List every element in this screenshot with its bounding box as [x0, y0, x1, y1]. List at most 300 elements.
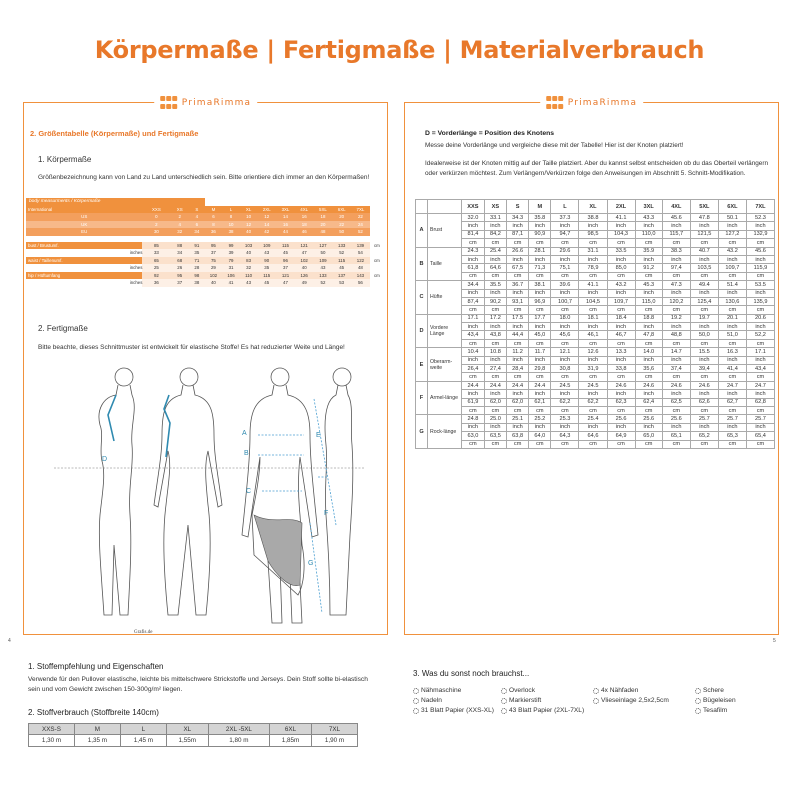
- unit-label: cm: [746, 440, 774, 448]
- unit-label: inch: [507, 255, 529, 263]
- consumption-size: XL: [166, 724, 208, 735]
- measure-cell: 28: [189, 264, 205, 272]
- inch-value: 12.6: [579, 348, 607, 356]
- country-cell: 6: [205, 213, 223, 221]
- inch-value: 45.3: [635, 281, 662, 289]
- category-letter: E: [416, 348, 428, 382]
- unit-label: inch: [462, 356, 485, 364]
- measure-row-cm: [26, 272, 384, 280]
- measure-cell: 32: [240, 264, 258, 272]
- gear-icon: [413, 698, 419, 704]
- size-header: S: [507, 200, 529, 214]
- measure-row-cm: [26, 257, 384, 265]
- unit-label: cm: [529, 373, 551, 381]
- inch-value: 17.5: [507, 314, 529, 322]
- unit-label: inch: [718, 390, 746, 398]
- cm-value: 64,0: [529, 432, 551, 440]
- measure-name: Vordere Länge: [428, 314, 462, 348]
- cm-value: 62,2: [579, 398, 607, 406]
- size-header: M: [529, 200, 551, 214]
- measure-cell: 37: [205, 249, 223, 257]
- unit-label: inch: [507, 323, 529, 331]
- measure-name: Taille: [428, 247, 462, 281]
- cm-value: 104,3: [607, 230, 635, 238]
- cm-value: 75,1: [551, 264, 579, 272]
- unit-label: inch: [662, 423, 690, 431]
- cm-value: 97,4: [662, 264, 690, 272]
- unit-label: inch: [746, 356, 774, 364]
- measure-row: [416, 348, 775, 356]
- measure-cell: 47: [276, 279, 295, 287]
- unit-label: inch: [462, 222, 485, 230]
- unit-label: cm: [718, 339, 746, 347]
- country-cell: 6: [189, 221, 205, 229]
- unit-label: cm: [529, 406, 551, 414]
- unit-label: cm: [718, 306, 746, 314]
- measure-cell: 56: [351, 279, 370, 287]
- category-letter: B: [416, 247, 428, 281]
- cm-value: 52,2: [746, 331, 774, 339]
- size-cell: XXS: [142, 206, 170, 214]
- measure-cell: 52: [314, 279, 333, 287]
- unit-label: cm: [551, 239, 579, 247]
- inch-value: 33.1: [484, 214, 506, 222]
- unit-label: inch: [579, 390, 607, 398]
- inch-value: 28.1: [529, 247, 551, 255]
- cm-value: 63,0: [462, 432, 485, 440]
- inch-value: 24.3: [462, 247, 485, 255]
- cm-value: 115,0: [635, 297, 662, 305]
- cm-value: 65,2: [690, 432, 718, 440]
- unit-label: cm: [718, 373, 746, 381]
- size-table: [26, 198, 384, 287]
- measure-cell: 35: [257, 264, 276, 272]
- unit-label: inch: [529, 289, 551, 297]
- inch-value: 18.8: [635, 314, 662, 322]
- unit-label: cm: [662, 373, 690, 381]
- inch-value: 24.7: [718, 381, 746, 389]
- unit-label: cm: [746, 406, 774, 414]
- unit-label: inch: [484, 356, 506, 364]
- cm-value: 63,5: [484, 432, 506, 440]
- unit-label: inch: [607, 222, 635, 230]
- measure-cell: 47: [295, 249, 314, 257]
- logo: PrimaRimma: [540, 93, 644, 113]
- unit-label: cm: [484, 339, 506, 347]
- fashion-figures: [54, 365, 364, 635]
- measure-cell: 43: [314, 264, 333, 272]
- gear-icon: [593, 698, 599, 704]
- measure-cell: 143: [351, 272, 370, 280]
- size-table-title-row: [26, 198, 384, 206]
- cm-value: 62,1: [529, 398, 551, 406]
- measure-cell: 106: [222, 272, 240, 280]
- measure-cell: 79: [222, 257, 240, 265]
- consumption-size: M: [74, 724, 120, 735]
- country-cell: 4: [189, 213, 205, 221]
- right-page: [404, 98, 779, 635]
- measure-cell: 92: [142, 272, 170, 280]
- inch-value: 45.6: [746, 247, 774, 255]
- measure-cell: 121: [295, 242, 314, 250]
- inch-value: 17.1: [746, 348, 774, 356]
- inch-value: 17.7: [529, 314, 551, 322]
- unit-label: cm: [635, 306, 662, 314]
- country-cell: 34: [189, 228, 205, 236]
- measure-cell: 83: [240, 257, 258, 265]
- inch-value: 15.5: [690, 348, 718, 356]
- finished-measures-table: [415, 199, 775, 449]
- cm-value: 90,9: [529, 230, 551, 238]
- measure-row-inch: [26, 279, 384, 287]
- inch-value: 50.1: [718, 214, 746, 222]
- unit-label: inch: [484, 323, 506, 331]
- unit-label: cm: [579, 339, 607, 347]
- unit-label: inch: [690, 390, 718, 398]
- cm-value: 100,7: [551, 297, 579, 305]
- unit-label: inch: [718, 423, 746, 431]
- measure-cell: 53: [332, 279, 351, 287]
- svg-text:A: A: [242, 430, 247, 437]
- inch-value: 37.3: [551, 214, 579, 222]
- measure-cell: 34: [170, 249, 189, 257]
- material-label: Schere: [703, 687, 724, 694]
- size-header: L: [551, 200, 579, 214]
- unit-label: inch: [635, 423, 662, 431]
- inch-value: 18.0: [551, 314, 579, 322]
- cm-value: 93,1: [507, 297, 529, 305]
- material-label: 43 Blatt Papier (2XL-7XL): [509, 707, 585, 714]
- unit-label: inch: [551, 356, 579, 364]
- cm-value: 43,8: [484, 331, 506, 339]
- measure-label: hip / Hüftumfang: [26, 272, 142, 280]
- country-cell: 10: [240, 213, 258, 221]
- unit-label: inch: [746, 255, 774, 263]
- unit-label: cm: [718, 440, 746, 448]
- measure-cell: 31: [222, 264, 240, 272]
- size-header: 4XL: [662, 200, 690, 214]
- measure-name: Oberarm-weite: [428, 348, 462, 382]
- measure-cell: 88: [170, 242, 189, 250]
- gear-icon: [413, 688, 419, 694]
- material-label: 31 Blatt Papier (XXS-XL): [421, 707, 494, 714]
- unit-label: cm: [690, 373, 718, 381]
- country-cell: 2: [170, 213, 189, 221]
- gear-icon: [501, 698, 507, 704]
- unit-label: cm: [690, 306, 718, 314]
- svg-text:B: B: [244, 450, 249, 457]
- measure-cell: 40: [240, 249, 258, 257]
- unit-label: cm: [607, 373, 635, 381]
- measure-cell: 115: [332, 257, 351, 265]
- fabric-section: [28, 662, 388, 792]
- cm-value: 48,8: [662, 331, 690, 339]
- unit-label: cm: [507, 272, 529, 280]
- unit-label: cm: [635, 406, 662, 414]
- cm-value: 62,4: [635, 398, 662, 406]
- subheading-finished: 2. Fertigmaße: [38, 324, 88, 333]
- page-number-left: 4: [8, 638, 11, 644]
- measure-cell: 39: [222, 249, 240, 257]
- unit-label: cm: [607, 440, 635, 448]
- unit-label: inch: [607, 255, 635, 263]
- unit-label: inch: [690, 289, 718, 297]
- unit-label: cm: [462, 306, 485, 314]
- measure-cell: 36: [142, 279, 170, 287]
- unit-label: cm: [529, 239, 551, 247]
- measure-cell: 122: [351, 257, 370, 265]
- cm-value: 130,6: [718, 297, 746, 305]
- unit-label: cm: [607, 339, 635, 347]
- measure-cell: 109: [314, 257, 333, 265]
- inch-value: 47.3: [662, 281, 690, 289]
- inch-value: 25.6: [635, 415, 662, 423]
- unit-label: inches: [129, 280, 143, 286]
- unit-label: inch: [507, 289, 529, 297]
- material-item: [501, 697, 593, 704]
- cm-value: 109,7: [718, 264, 746, 272]
- measure-cell: 25: [142, 264, 170, 272]
- cm-value: 110,0: [635, 230, 662, 238]
- cm-value: 132,9: [746, 230, 774, 238]
- unit-label: inch: [529, 390, 551, 398]
- inch-value: 51.4: [718, 281, 746, 289]
- consumption-value: 1,30 m: [29, 735, 75, 747]
- inch-value: 25.7: [690, 415, 718, 423]
- country-label: EU: [26, 228, 142, 236]
- unit-label: cm: [507, 406, 529, 414]
- unit-label: inch: [746, 390, 774, 398]
- country-cell: 30: [142, 228, 170, 236]
- measure-cell: 33: [142, 249, 170, 257]
- inch-value: 24.6: [690, 381, 718, 389]
- svg-text:D: D: [102, 456, 108, 463]
- measure-cell: 37: [170, 279, 189, 287]
- consumption-value: 1,90 m: [312, 735, 358, 747]
- cm-value: 62,5: [662, 398, 690, 406]
- country-cell: 20: [314, 221, 333, 229]
- cm-value: 90,2: [484, 297, 506, 305]
- unit-label: inch: [635, 289, 662, 297]
- cm-value: 26,4: [462, 365, 485, 373]
- gear-icon: [695, 688, 701, 694]
- unit-label: inch: [635, 356, 662, 364]
- measure-label: bust / Brustumf.: [26, 242, 142, 250]
- country-label: US: [26, 213, 142, 221]
- measure-cell: 95: [170, 272, 189, 280]
- country-cell: 12: [240, 221, 258, 229]
- gear-icon: [593, 688, 599, 694]
- cm-value: 64,6: [484, 264, 506, 272]
- size-cell: 4XL: [295, 206, 314, 214]
- cm-value: 81,4: [462, 230, 485, 238]
- consumption-size: 2XL -5XL: [208, 724, 269, 735]
- logo: PrimaRimma: [154, 93, 258, 113]
- cm-value: 28,4: [507, 365, 529, 373]
- inch-value: 24.5: [551, 381, 579, 389]
- measure-cell: 37: [276, 264, 295, 272]
- unit-label: inch: [507, 222, 529, 230]
- unit-label: cm: [690, 272, 718, 280]
- country-cell: 22: [351, 213, 370, 221]
- country-cell: 22: [332, 221, 351, 229]
- cm-value: 67,5: [507, 264, 529, 272]
- unit-label: inches: [129, 250, 143, 256]
- cm-value: 84,2: [484, 230, 506, 238]
- cm-value: 43,4: [462, 331, 485, 339]
- unit-label: inch: [690, 323, 718, 331]
- material-label: Markierstift: [509, 697, 542, 704]
- inch-value: 25.6: [607, 415, 635, 423]
- cm-value: 96,9: [529, 297, 551, 305]
- unit-label: inch: [529, 356, 551, 364]
- unit-label: inch: [529, 423, 551, 431]
- unit-label: inch: [690, 423, 718, 431]
- unit-label: cm: [529, 339, 551, 347]
- unit-label: inch: [690, 255, 718, 263]
- measure-cell: 75: [205, 257, 223, 265]
- material-item: [413, 707, 501, 714]
- cm-value: 33,8: [607, 365, 635, 373]
- unit-label: inch: [551, 323, 579, 331]
- cm-value: 29,8: [529, 365, 551, 373]
- unit-label: inch: [507, 356, 529, 364]
- unit-label: cm: [529, 272, 551, 280]
- inch-value: 10.4: [462, 348, 485, 356]
- inch-value: 32.0: [462, 214, 485, 222]
- cm-value: 94,7: [551, 230, 579, 238]
- country-row: [26, 221, 384, 229]
- unit-label: cm: [551, 373, 579, 381]
- category-letter: G: [416, 415, 428, 449]
- cm-value: 104,5: [579, 297, 607, 305]
- unit-label: cm: [551, 440, 579, 448]
- size-cell: 7XL: [351, 206, 370, 214]
- consumption-size: L: [120, 724, 166, 735]
- measure-label: waist / Taillenumf.: [26, 257, 142, 265]
- svg-text:Grafis.de: Grafis.de: [134, 630, 153, 635]
- inch-value: 17.1: [462, 314, 485, 322]
- material-item: [413, 697, 501, 704]
- measure-cell: 45: [276, 249, 295, 257]
- country-cell: 18: [314, 213, 333, 221]
- measure-cell: 133: [332, 242, 351, 250]
- unit-label: cm: [462, 272, 485, 280]
- inch-value: 25.7: [718, 415, 746, 423]
- fabric-heading: 1. Stoffempfehlung und Eigenschaften: [28, 662, 164, 671]
- unit-label: cm: [690, 440, 718, 448]
- size-cell: S: [189, 206, 205, 214]
- unit-label: cm: [635, 440, 662, 448]
- measure-cell: 26: [170, 264, 189, 272]
- cm-value: 65,3: [718, 432, 746, 440]
- unit-label: cm: [607, 306, 635, 314]
- unit-label: inch: [579, 423, 607, 431]
- unit-label: cm: [507, 440, 529, 448]
- cm-value: 115,7: [662, 230, 690, 238]
- country-cell: 8: [205, 221, 223, 229]
- cm-value: 135,9: [746, 297, 774, 305]
- size-cell: M: [205, 206, 223, 214]
- country-cell: 42: [257, 228, 276, 236]
- inch-value: 24.6: [607, 381, 635, 389]
- unit-label: inch: [462, 323, 485, 331]
- material-item: [413, 687, 501, 694]
- country-row: [26, 228, 384, 236]
- country-cell: 4: [170, 221, 189, 229]
- unit-label: cm: [746, 373, 774, 381]
- size-cell: 2XL: [257, 206, 276, 214]
- inch-value: 43.2: [718, 247, 746, 255]
- unit-label: cm: [607, 239, 635, 247]
- inch-value: 17.2: [484, 314, 506, 322]
- unit-label: inch: [484, 255, 506, 263]
- unit-label: inch: [462, 255, 485, 263]
- inch-value: 38.3: [662, 247, 690, 255]
- cm-value: 61,9: [462, 398, 485, 406]
- category-letter: A: [416, 214, 428, 248]
- unit-label: cm: [662, 406, 690, 414]
- unit-label: inch: [579, 289, 607, 297]
- size-cell: XS: [170, 206, 189, 214]
- measure-row: [416, 314, 775, 322]
- country-cell: 16: [276, 221, 295, 229]
- measure-cell: 29: [205, 264, 223, 272]
- unit-label: inch: [662, 390, 690, 398]
- unit-label: cm: [635, 373, 662, 381]
- materials-heading: 3. Was du sonst noch brauchst...: [413, 669, 530, 678]
- honeycomb-icon: [160, 96, 178, 110]
- unit-label: inch: [718, 222, 746, 230]
- honeycomb-icon: [546, 96, 564, 110]
- inch-value: 43.2: [607, 281, 635, 289]
- unit-label: cm: [718, 239, 746, 247]
- inch-value: 13.3: [607, 348, 635, 356]
- unit-label: inch: [484, 222, 506, 230]
- unit-label: cm: [662, 272, 690, 280]
- unit-label: cm: [507, 239, 529, 247]
- inch-value: 38.1: [529, 281, 551, 289]
- cm-value: 115,9: [746, 264, 774, 272]
- unit-label: inch: [551, 390, 579, 398]
- inch-value: 24.4: [484, 381, 506, 389]
- country-cell: 0: [142, 213, 170, 221]
- measure-name: Armel-länge: [428, 381, 462, 415]
- consumption-value: 1,55m: [166, 735, 208, 747]
- country-cell: 32: [170, 228, 189, 236]
- measure-cell: 50: [314, 249, 333, 257]
- material-item: [501, 707, 593, 714]
- inch-value: 45.6: [662, 214, 690, 222]
- material-label: 4x Nähfaden: [601, 687, 639, 694]
- unit-label: inch: [718, 323, 746, 331]
- unit-label: inch: [690, 356, 718, 364]
- measure-cell: 137: [332, 272, 351, 280]
- unit-label: inch: [718, 289, 746, 297]
- unit-label: inch: [484, 289, 506, 297]
- cm-value: 120,2: [662, 297, 690, 305]
- country-cell: 14: [257, 221, 276, 229]
- material-label: Nähmaschine: [421, 687, 462, 694]
- inch-value: 18.1: [579, 314, 607, 322]
- size-label: International: [26, 206, 142, 214]
- unit-label: cm: [579, 406, 607, 414]
- cm-value: 45,6: [551, 331, 579, 339]
- cm-value: 51,0: [718, 331, 746, 339]
- unit-label: cm: [529, 306, 551, 314]
- consumption-table: [28, 723, 358, 747]
- measure-cell: 52: [332, 249, 351, 257]
